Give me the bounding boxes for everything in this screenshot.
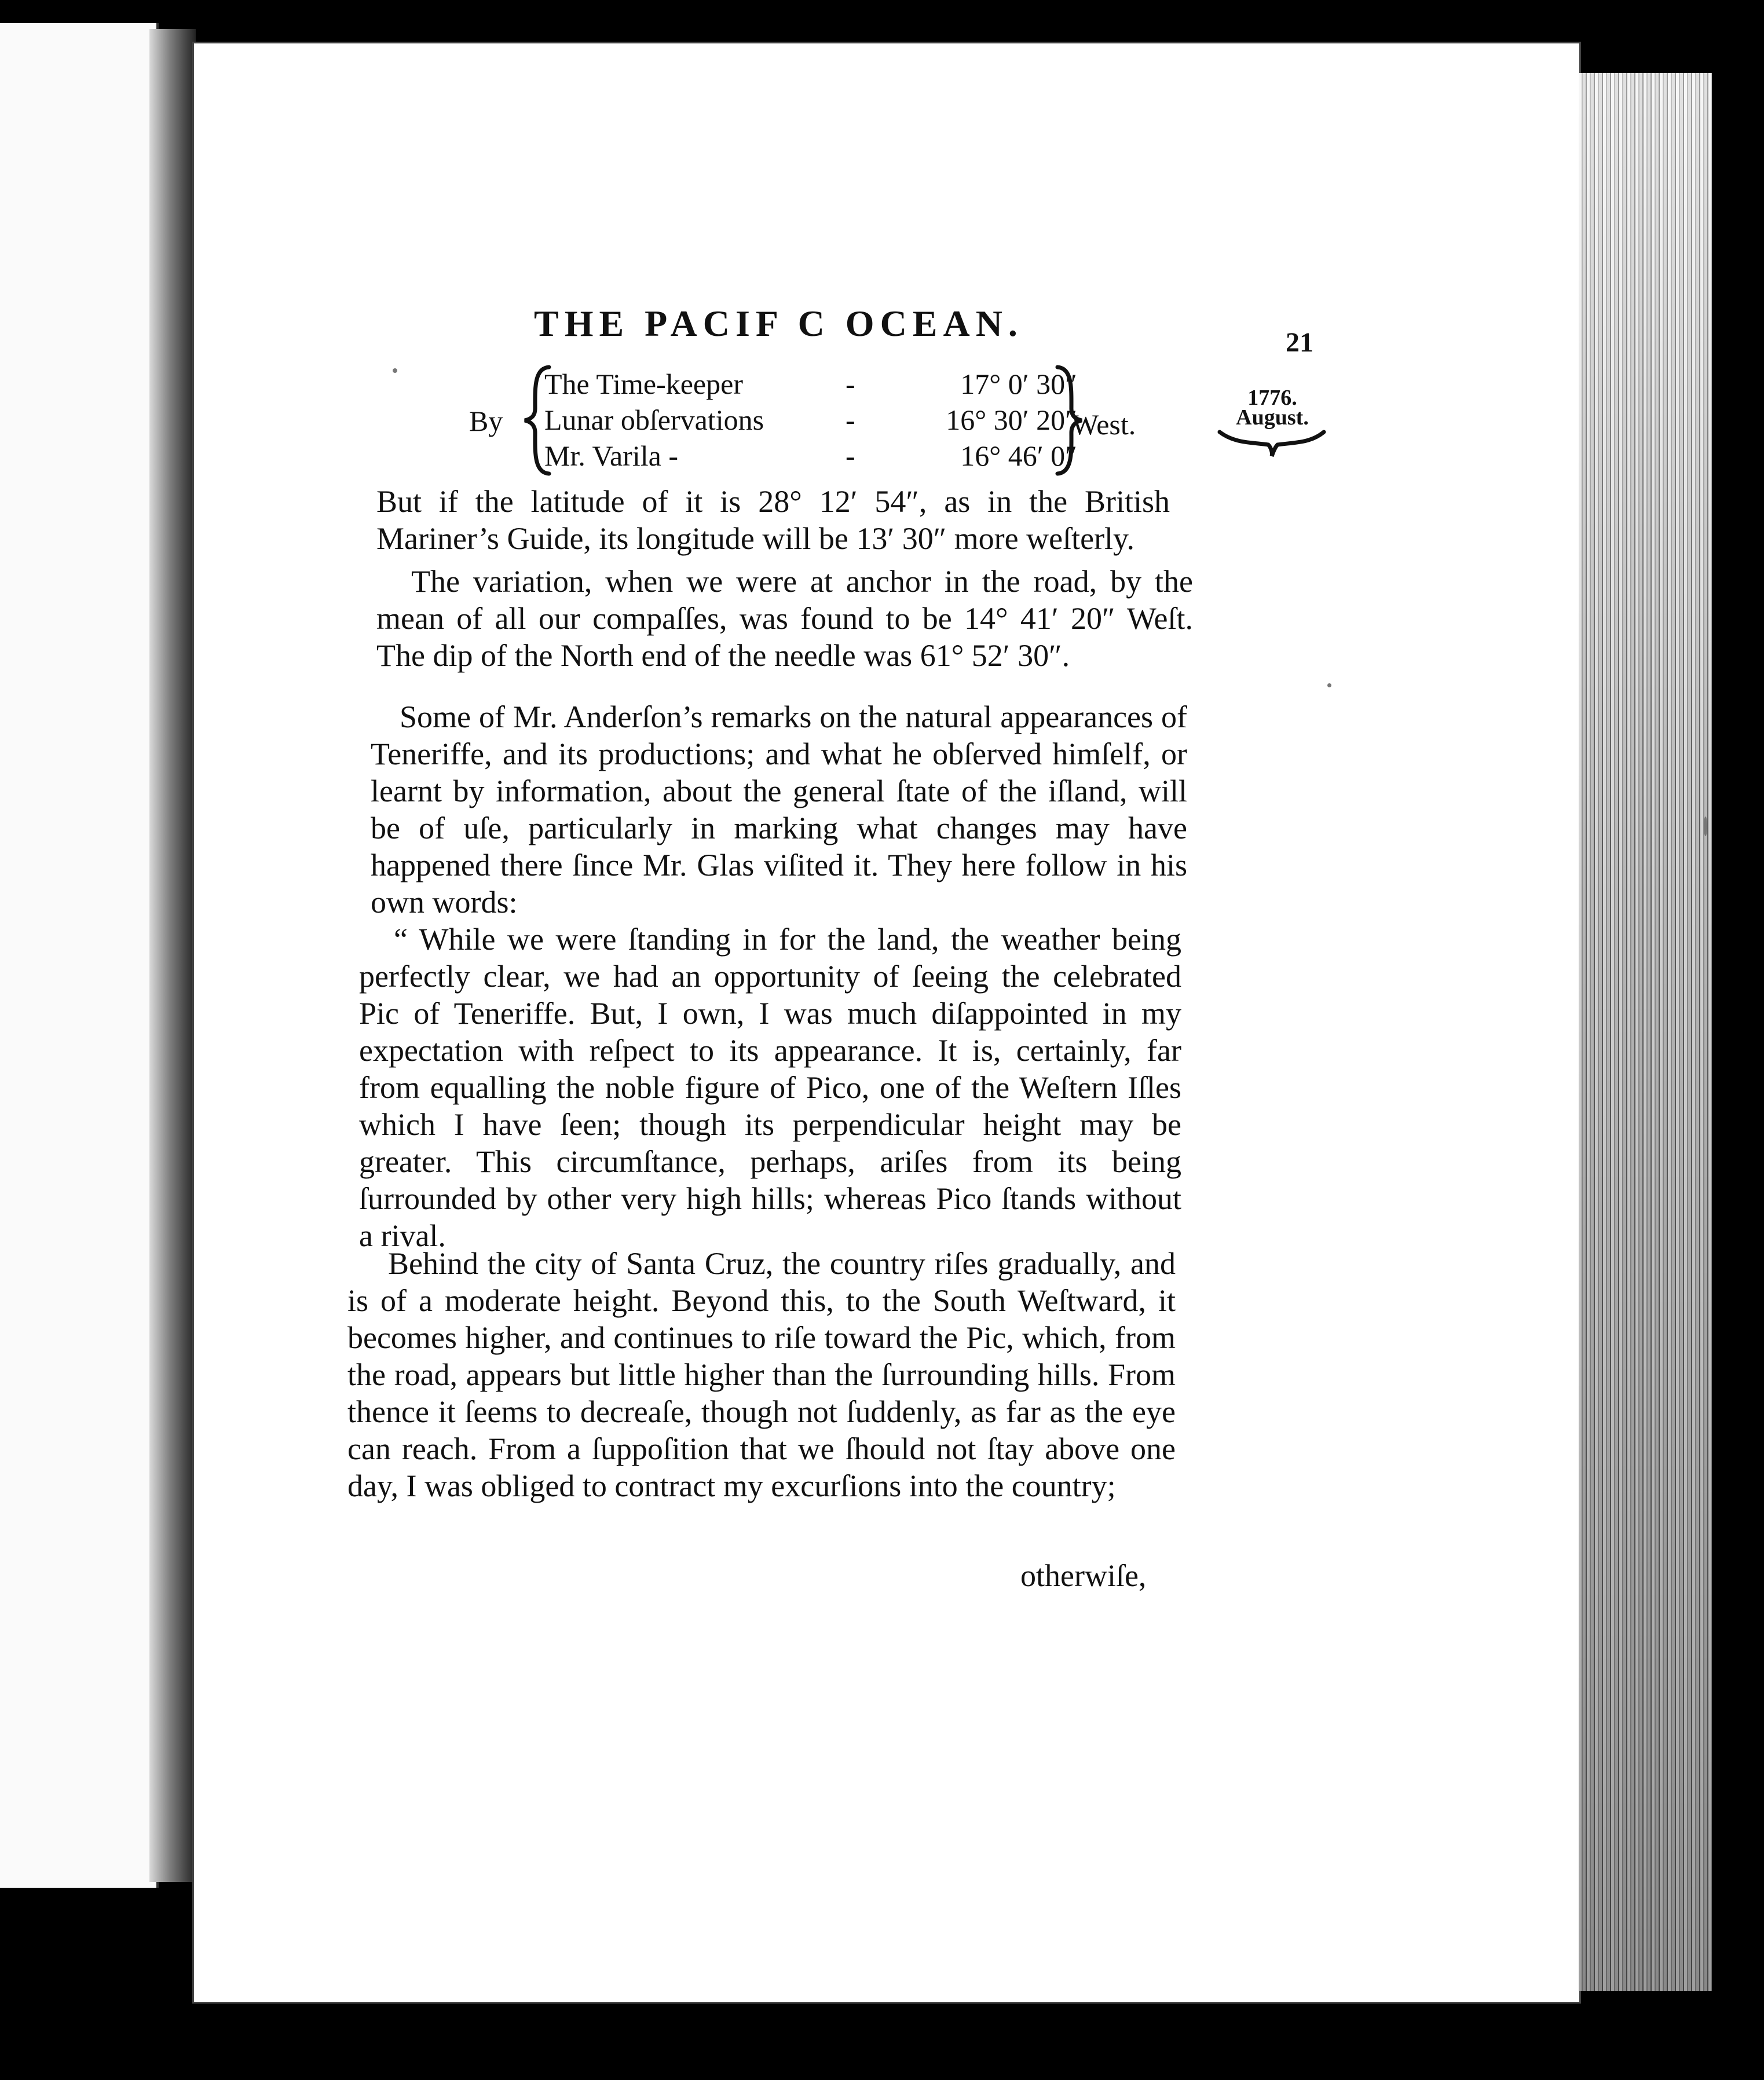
page-edge-shadow [1579, 73, 1712, 1991]
longitude-readings [469, 364, 1193, 477]
reading-value: 17° 0′ 30″ [960, 368, 1077, 400]
paragraph-santa-cruz: Behind the city of Santa Cruz, the country riſes gradually, and is of a moderate height. Beyond this, to the South Weſtward, it becomes higher, and continues to riſe toward the Pic, which, from the road, appears but little higher than the ſurrounding hills. From thence it ſeems to decreaſe, though not ſuddenly, as far as the eye can reach. From a ſuppoſition that we ſhould not ſtay above one day, I was obliged to contract my excurſions into the country; [347, 1246, 1176, 1503]
paper-speck [393, 368, 397, 373]
margin-brace-icon [1217, 427, 1326, 459]
reading-dash: - [846, 440, 855, 472]
catchword: otherwiſe, [1020, 1558, 1147, 1593]
page-number: 21 [1286, 327, 1313, 358]
left-page-edge [0, 23, 159, 1888]
margin-note [1229, 386, 1316, 430]
readings-direction: West. [1071, 408, 1136, 441]
reading-source: The Time-keeper [544, 368, 743, 400]
reading-source: Mr. Varila - [544, 440, 678, 472]
reading-value: 16° 46′ 0″ [960, 440, 1077, 472]
reading-dash: - [846, 368, 855, 400]
paragraph-anderson: Some of Mr. Anderſon’s remarks on the natural appearances of Teneriffe, and its productions; and what he obſerved himſelf, or learnt by information, about the general ſtate of the iſland, will be of uſe, particularly in marking what changes may have happened there ſince Mr. Glas viſited it. They here follow in his own words: [371, 700, 1187, 920]
reading-source: Lunar obſervations [544, 404, 764, 436]
gutter-shadow [149, 29, 196, 1882]
margin-note-year: 1776. [1247, 386, 1297, 410]
margin-note-month: August. [1236, 405, 1309, 430]
paper-speck [1327, 683, 1331, 687]
paragraph-variation: The variation, when we were at anchor in the road, by the mean of all our compaſſes, was found to be 14° 41′ 20″ Weſt. The dip of the North end of the needle was 61° 52′ 30″. [376, 564, 1193, 673]
paragraph-latitude: But if the latitude of it is 28° 12′ 54″, as in the British Mariner’s Guide, its longitude will be 13′ 30″ more weſterly. [376, 484, 1170, 556]
reading-dash: - [846, 404, 855, 436]
running-header: THE PACIF C OCEAN. [534, 303, 1023, 344]
readings-prefix: By [469, 405, 503, 437]
paragraph-teneriffe: “ While we were ſtanding in for the land, the weather being perfectly clear, we had an opportunity of ſeeing the celebrated Pic of Teneriffe. But, I own, I was much diſappointed in my expectation with reſpect to its appearance. It is, certainly, far from equalling the noble figure of Pico, one of the Weſtern Iſles which I have ſeen; though its perpendicular height may be greater. This circumſtance, perhaps, ariſes from its being ſurrounded by other very high hills; whereas Pico ſtands without a rival. [359, 922, 1181, 1253]
edge-mark [1704, 816, 1707, 836]
reading-value: 16° 30′ 20″ [946, 404, 1077, 436]
